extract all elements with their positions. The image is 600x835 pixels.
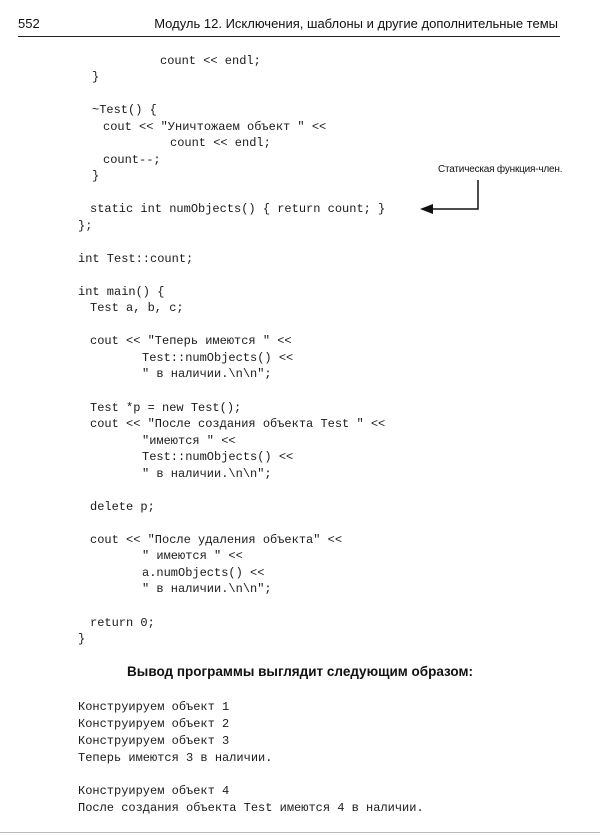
page-number: 552 [18, 16, 40, 31]
output-line: Конструируем объект 1 [78, 700, 230, 714]
code-line: } [92, 70, 100, 84]
output-heading: Вывод программы выглядит следующим образом: [127, 664, 473, 679]
code-line: } [78, 632, 86, 646]
code-line: ~Test() { [92, 103, 157, 117]
code-line: " в наличии.\n\n"; [142, 367, 272, 381]
output-line: Конструируем объект 2 [78, 717, 230, 731]
code-line: Test::numObjects() << [142, 351, 294, 365]
callout-arrow-icon [416, 170, 486, 220]
code-line: count << endl; [160, 54, 261, 68]
code-line: " имеются " << [142, 549, 243, 563]
code-line: cout << "После создания объекта Test " << [90, 417, 386, 431]
running-title: Модуль 12. Исключения, шаблоны и другие дополнительные темы [154, 16, 558, 31]
code-line: Test::numObjects() << [142, 450, 294, 464]
code-line: cout << "Теперь имеются " << [90, 334, 292, 348]
code-line: }; [78, 219, 93, 233]
code-line: a.numObjects() << [142, 566, 265, 580]
code-line: count--; [103, 153, 161, 167]
code-line: Test a, b, c; [90, 301, 184, 315]
code-line: static int numObjects() { return count; } [90, 202, 386, 216]
code-line: cout << "Уничтожаем объект " << [103, 120, 327, 134]
code-line: " в наличии.\n\n"; [142, 467, 272, 481]
output-line: Конструируем объект 4 [78, 784, 230, 798]
code-line: "имеются " << [142, 434, 236, 448]
code-line: Test *p = new Test(); [90, 401, 242, 415]
output-line: Конструируем объект 3 [78, 734, 230, 748]
code-line: return 0; [90, 616, 155, 630]
output-line: Теперь имеются 3 в наличии. [78, 751, 273, 765]
code-line: } [92, 169, 100, 183]
code-line: delete p; [90, 500, 155, 514]
output-line: После создания объекта Test имеются 4 в наличии. [78, 801, 424, 815]
code-line: " в наличии.\n\n"; [142, 582, 272, 596]
page-bottom-edge [0, 832, 600, 833]
code-line: int main() { [78, 285, 165, 299]
code-line: int Test::count; [78, 252, 194, 266]
code-line: cout << "После удаления объекта" << [90, 533, 343, 547]
callout-label: Статическая функция-член. [438, 164, 563, 175]
code-line: count << endl; [170, 136, 271, 150]
